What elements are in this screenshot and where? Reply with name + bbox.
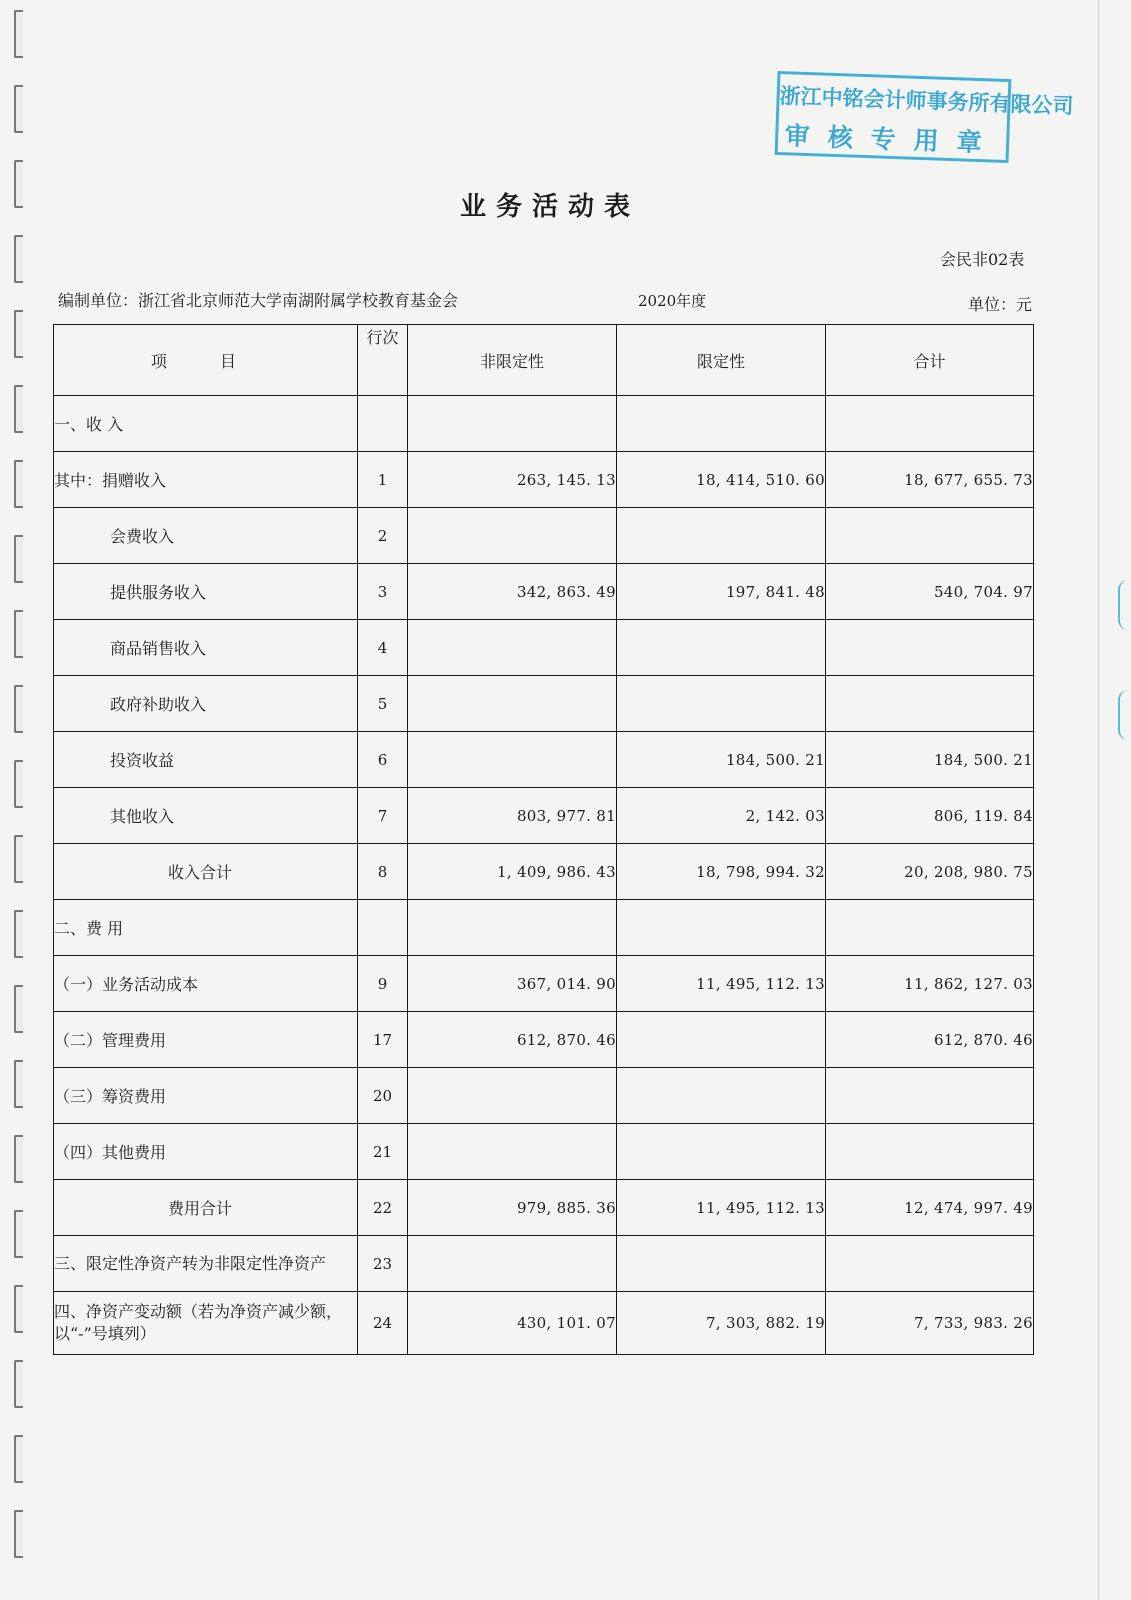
row-number: 22 [358,1180,408,1236]
table-row [54,1068,1034,1124]
cell-unrestricted: 430, 101. 07 [408,1292,617,1355]
row-number: 8 [358,844,408,900]
binding-mark [14,1210,23,1258]
binding-mark [14,85,23,133]
cell-unrestricted: 803, 977. 81 [408,788,617,844]
column-header-item: 项 目 [54,325,358,396]
cell-restricted [617,676,826,732]
stamp-firm-name: 浙江中铭会计师事务所有限公司 [779,84,1074,119]
binding-mark [14,985,23,1033]
row-item: 费用合计 [54,1180,358,1236]
row-number [358,900,408,956]
row-number: 24 [358,1292,408,1355]
cell-unrestricted [408,676,617,732]
cell-unrestricted [408,1124,617,1180]
row-item: 其中：捐赠收入 [54,452,358,508]
binding-mark [14,1060,23,1108]
row-item: 二、费 用 [54,900,358,956]
row-item: （一）业务活动成本 [54,956,358,1012]
cell-restricted [617,1012,826,1068]
cell-total [826,508,1034,564]
cell-restricted [617,1068,826,1124]
table-row [54,564,1034,620]
cell-restricted [617,620,826,676]
cell-restricted [617,1236,826,1292]
table-row [54,900,1034,956]
page-title: 业务活动表 [459,192,640,222]
row-number: 3 [358,564,408,620]
table-row [54,844,1034,900]
row-number: 9 [358,956,408,1012]
row-number: 1 [358,452,408,508]
table-row [54,452,1034,508]
cell-unrestricted: 979, 885. 36 [408,1180,617,1236]
binding-mark [14,10,23,58]
binding-mark [14,610,23,658]
row-item: 投资收益 [54,732,358,788]
cell-total [826,1068,1034,1124]
binding-mark [14,910,23,958]
cell-total: 540, 704. 97 [826,564,1034,620]
cell-restricted [617,508,826,564]
edge-stamp-fragment [1118,690,1128,740]
row-number [358,396,408,452]
column-header-total: 合计 [826,325,1034,396]
cell-total [826,620,1034,676]
cell-total: 7, 733, 983. 26 [826,1292,1034,1355]
table-row [54,1180,1034,1236]
cell-restricted: 18, 798, 994. 32 [617,844,826,900]
stamp-purpose: 审核专用章 [784,121,1001,158]
table-row [54,788,1034,844]
cell-unrestricted: 1, 409, 986. 43 [408,844,617,900]
table-row [54,956,1034,1012]
binding-mark [14,1360,23,1408]
table-row [54,1292,1034,1355]
cell-unrestricted [408,1236,617,1292]
activity-statement-table [53,324,1034,1355]
binding-mark [14,385,23,433]
cell-restricted: 197, 841. 48 [617,564,826,620]
row-item: （四）其他费用 [54,1124,358,1180]
binding-mark [14,1285,23,1333]
auditor-seal-stamp [775,71,1074,163]
cell-total [826,1124,1034,1180]
row-item: 三、限定性净资产转为非限定性净资产 [54,1236,358,1292]
row-item: 四、净资产变动额（若为净资产减少额，以“-”号填列） [54,1292,358,1355]
cell-restricted: 184, 500. 21 [617,732,826,788]
cell-unrestricted [408,732,617,788]
cell-unrestricted: 367, 014. 90 [408,956,617,1012]
cell-unrestricted [408,508,617,564]
row-item: 其他收入 [54,788,358,844]
row-item: 会费收入 [54,508,358,564]
table-row [54,676,1034,732]
row-item: 收入合计 [54,844,358,900]
cell-unrestricted: 263, 145. 13 [408,452,617,508]
column-header-unrestricted: 非限定性 [408,325,617,396]
row-number: 2 [358,508,408,564]
row-number: 7 [358,788,408,844]
binding-mark [14,310,23,358]
cell-unrestricted [408,900,617,956]
cell-unrestricted [408,620,617,676]
cell-total: 18, 677, 655. 73 [826,452,1034,508]
table-row [54,620,1034,676]
cell-total: 20, 208, 980. 75 [826,844,1034,900]
row-number: 5 [358,676,408,732]
cell-restricted: 11, 495, 112. 13 [617,956,826,1012]
table-row [54,1124,1034,1180]
row-number: 17 [358,1012,408,1068]
cell-restricted: 11, 495, 112. 13 [617,1180,826,1236]
form-code: 会民非02表 [940,250,1025,269]
row-item: （二）管理费用 [54,1012,358,1068]
preparing-organization: 编制单位：浙江省北京师范大学南湖附属学校教育基金会 [58,291,459,310]
cell-total [826,396,1034,452]
table-row [54,732,1034,788]
row-item: 商品销售收入 [54,620,358,676]
edge-stamp-fragment [1118,580,1128,630]
row-item: 提供服务收入 [54,564,358,620]
table-header-row [54,325,1034,396]
cell-total: 12, 474, 997. 49 [826,1180,1034,1236]
binding-mark [14,760,23,808]
row-number: 20 [358,1068,408,1124]
row-number: 21 [358,1124,408,1180]
cell-restricted: 7, 303, 882. 19 [617,1292,826,1355]
binding-mark [14,685,23,733]
cell-unrestricted: 612, 870. 46 [408,1012,617,1068]
row-item: （三）筹资费用 [54,1068,358,1124]
cell-total [826,900,1034,956]
row-number: 4 [358,620,408,676]
binding-mark [14,235,23,283]
binding-mark [14,460,23,508]
table-row [54,508,1034,564]
row-item: 政府补助收入 [54,676,358,732]
binding-mark [14,835,23,883]
table-row [54,1236,1034,1292]
row-number: 6 [358,732,408,788]
cell-total [826,676,1034,732]
table-row [54,396,1034,452]
cell-unrestricted: 342, 863. 49 [408,564,617,620]
binding-mark [14,1435,23,1483]
cell-restricted: 18, 414, 510. 60 [617,452,826,508]
binding-mark [14,1510,23,1558]
cell-total: 612, 870. 46 [826,1012,1034,1068]
cell-unrestricted [408,396,617,452]
cell-total: 806, 119. 84 [826,788,1034,844]
cell-restricted: 2, 142. 03 [617,788,826,844]
currency-unit: 单位：元 [968,295,1033,314]
cell-total: 11, 862, 127. 03 [826,956,1034,1012]
column-header-restricted: 限定性 [617,325,826,396]
row-item: 一、收 入 [54,396,358,452]
cell-unrestricted [408,1068,617,1124]
row-number: 23 [358,1236,408,1292]
column-header-row-no: 行次 [358,325,408,396]
cell-restricted [617,1124,826,1180]
binding-mark [14,1135,23,1183]
cell-total [826,1236,1034,1292]
table-row [54,1012,1034,1068]
binding-mark [14,535,23,583]
cell-restricted [617,396,826,452]
cell-restricted [617,900,826,956]
report-period: 2020年度 [638,292,707,310]
cell-total: 184, 500. 21 [826,732,1034,788]
page-fold-line [1098,0,1099,1600]
